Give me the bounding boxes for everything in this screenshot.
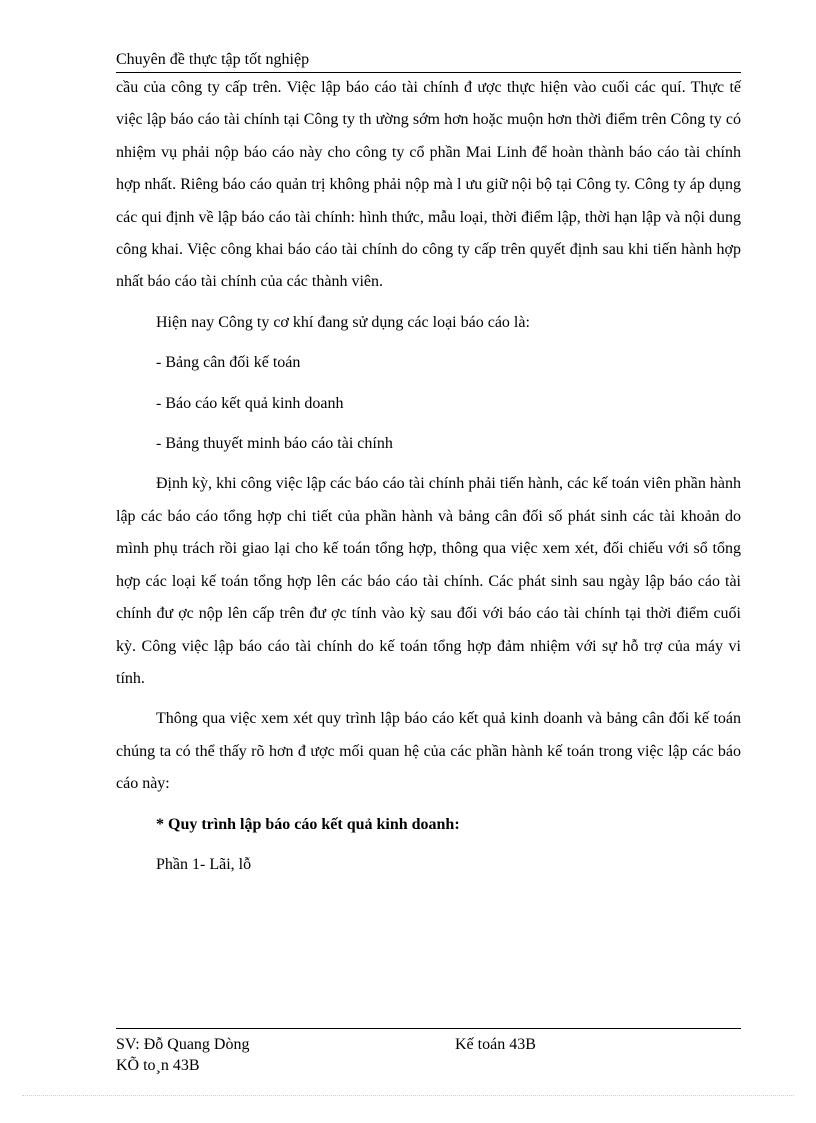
- footer-student-name: SV: Đỗ Quang Dòng: [116, 1036, 250, 1053]
- document-body: [116, 72, 741, 881]
- list-item-notes: - Bảng thuyết minh báo cáo tài chính: [156, 435, 393, 453]
- section-heading: * Quy trình lập báo cáo kết quả kinh doanh:: [156, 815, 460, 833]
- body-paragraph-process: Thông qua việc xem xét quy trình lập báo cáo kết quả kinh doanh và bảng cân đối kế toán chúng ta có thể thấy rõ hơn đ ược mối quan hệ của các phần hành kế toán trong việc lập các báo cáo này:: [116, 710, 741, 793]
- body-paragraph-continuation: cầu của công ty cấp trên. Việc lập báo cáo tài chính đ ược thực hiện vào cuối các quí. Thực tế việc lập báo cáo tài chính tại Công ty th ường sớm hơn hoặc muộn hơn thời điểm trên Công ty có nhiệm vụ phải nộp báo cáo này cho công ty cổ phần Mai Linh để hoàn thành báo cáo tài chính hợp nhất. Riêng báo cáo quản trị không phải nộp mà l ưu giữ nội bộ tại Công ty. Công ty áp dụng các qui định về lập báo cáo tài chính: hình thức, mẫu loại, thời điểm lập, thời hạn lập và nội dung công khai. Việc công khai báo cáo tài chính do công ty cấp trên quyết định sau khi tiến hành hợp nhất báo cáo tài chính của các thành viên.: [116, 79, 741, 291]
- list-item-income-statement: - Báo cáo kết quả kinh doanh: [156, 394, 344, 412]
- footer-divider: [116, 1028, 741, 1029]
- footer-department: KÕ to¸n 43B: [116, 1057, 200, 1074]
- body-paragraph-report-types: Hiện nay Công ty cơ khí đang sử dụng các loại báo cáo là:: [156, 313, 530, 331]
- page-header: [116, 50, 741, 73]
- page-bottom-edge: [22, 1095, 794, 1096]
- header-title: Chuyên đề thực tập tốt nghiệp: [116, 51, 310, 68]
- list-item-balance-sheet: - Bảng cân đối kế toán: [156, 354, 301, 372]
- body-paragraph-periodic: Định kỳ, khi công việc lập các báo cáo tài chính phải tiến hành, các kế toán viên phần hành lập các báo cáo tổng hợp chi tiết của phần hành và bảng cân đối số phát sinh các tài khoản do mình phụ trách rồi giao lại cho kế toán tổng hợp, thông qua việc xem xét, đối chiếu với sổ tổng hợp các loại kế toán tổng hợp lên các báo cáo tài chính. Các phát sinh sau ngày lập báo cáo tài chính đư ợc nộp lên cấp trên đư ợc tính vào kỳ sau đối với báo cáo tài chính tại thời điểm cuối kỳ. Công việc lập báo cáo tài chính do kế toán tổng hợp đảm nhiệm với sự hỗ trợ của máy vi tính.: [116, 475, 741, 687]
- footer-class-name: Kế toán 43B: [455, 1036, 536, 1053]
- subsection-heading: Phần 1- Lãi, lỗ: [156, 855, 252, 873]
